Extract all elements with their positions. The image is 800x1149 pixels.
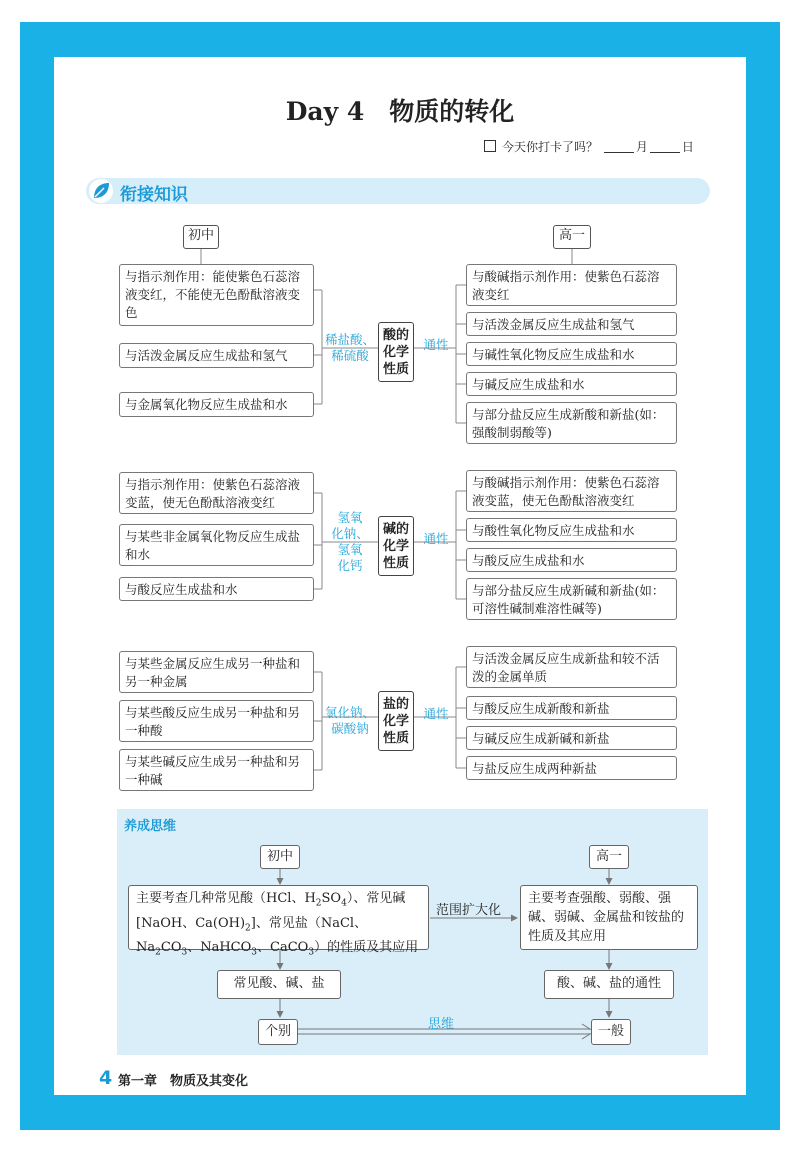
junior-focus-text: ）、常见碱[NaOH、Ca(OH) [136,891,406,931]
junior-focus-box [128,885,429,958]
salt-senior-item: 与盐反应生成两种新盐 [466,756,677,780]
salt-junior-item: 与某些金属反应生成另一种盐和另一种金属 [119,651,314,693]
individual-box: 个别 [258,1019,298,1045]
salt-senior-item: 与活泼金属反应生成新盐和较不活泼的金属单质 [466,646,677,688]
acid-example-line: 稀硫酸 [331,348,369,363]
subscript: 3 [308,947,315,958]
base-senior-item: 与酸碱指示剂作用：使紫色石蕊溶液变蓝，使无色酚酞溶液变红 [466,470,677,512]
base-example-line: 氢氧 [337,510,363,525]
salt-junior-item: 与某些酸反应生成另一种盐和另一种酸 [119,700,314,742]
thinking-arrow-label: 思维 [428,1017,455,1032]
base-junior-item: 与酸反应生成盐和水 [119,577,314,601]
acid-senior-item: 与碱反应生成盐和水 [466,372,677,396]
base-junior-item: 与指示剂作用：使紫色石蕊溶液变蓝，使无色酚酞溶液变红 [119,472,314,514]
base-link-label: 通性 [423,531,449,546]
base-example-line: 化钙 [337,558,363,573]
salt-node-line: 盐的 [382,697,409,712]
acid-example-line: 稀盐酸、 [324,332,375,347]
acid-node-line: 酸的 [382,328,409,343]
salt-link-label: 通性 [423,706,449,721]
subscript: 2 [315,898,322,909]
thinking-senior-label: 高一 [589,845,629,869]
junior-focus-text: 、NaHCO [187,940,252,956]
checkin-prompt: 今天你打卡了吗？ [502,140,599,154]
junior-focus-text: CO [160,940,182,956]
subscript: 3 [251,947,258,958]
base-node-line: 化学 [382,539,409,554]
senior-common-box: 酸、碱、盐的通性 [544,970,674,999]
acid-junior-item: 与活泼金属反应生成盐和氢气 [119,343,314,368]
senior-focus-box: 主要考查强酸、弱酸、强碱、弱碱、金属盐和铵盐的性质及其应用 [520,885,698,950]
salt-example-line: 氯化钠、 [324,705,375,720]
salt-example-line: 碳酸钠 [331,721,369,736]
salt-senior-item: 与酸反应生成新酸和新盐 [466,696,677,720]
junior-focus-text: ）的性质及其应用 [314,940,419,956]
salt-node-line: 化学 [382,714,409,729]
acid-node-line: 化学 [382,345,409,360]
general-box: 一般 [591,1019,631,1045]
subscript: 2 [155,947,161,958]
base-senior-item: 与部分盐反应生成新碱和新盐(如：可溶性碱制难溶性碱等) [466,578,677,620]
thinking-label: 养成思维 [124,819,177,834]
base-junior-item: 与某些非金属氧化物反应生成盐和水 [119,524,314,566]
subscript: 2 [245,923,251,934]
acid-senior-item: 与部分盐反应生成新酸和新盐(如：强酸制弱酸等) [466,402,677,444]
expand-label: 范围扩大化 [436,903,502,918]
salt-junior-item: 与某些碱反应生成另一种盐和另一种碱 [119,749,314,791]
salt-senior-item: 与碱反应生成新碱和新盐 [466,726,677,750]
acid-senior-item: 与酸碱指示剂作用：使紫色石蕊溶液变红 [466,264,677,306]
section-title: 衔接知识 [120,185,188,205]
junior-focus-text: ]、常见盐（NaCl、Na [136,915,368,956]
page-title: Day 4 物质的转化 [285,97,515,126]
acid-link-label: 通性 [423,337,449,352]
page-number: 4 [99,1067,113,1089]
junior-label: 初中 [183,225,219,249]
junior-focus-text: 、CaCO [257,940,309,956]
acid-senior-item: 与活泼金属反应生成盐和氢气 [466,312,677,336]
senior-label: 高一 [553,225,591,249]
base-senior-item: 与酸反应生成盐和水 [466,548,677,572]
thinking-junior-label: 初中 [260,845,300,869]
base-node-line: 性质 [382,556,409,571]
day-unit: 日 [681,140,694,154]
base-node-line: 碱的 [382,522,409,537]
acid-senior-item: 与碱性氧化物反应生成盐和水 [466,342,677,366]
junior-common-box: 常见酸、碱、盐 [217,970,341,999]
acid-junior-item: 与指示剂作用：能使紫色石蕊溶液变红，不能使无色酚酞溶液变色 [119,264,314,326]
base-example-line: 化钠、 [331,526,369,541]
subscript: 3 [181,947,188,958]
junior-focus-text: 主要考查几种常见酸（HCl、H [136,891,316,906]
month-unit: 月 [635,140,648,154]
acid-node-line: 性质 [382,362,409,377]
chapter-title: 第一章 物质及其变化 [118,1074,249,1089]
acid-junior-item: 与金属氧化物反应生成盐和水 [119,392,314,417]
junior-focus-text: SO [321,891,342,906]
base-example-line: 氢氧 [337,542,363,557]
salt-node-line: 性质 [382,731,409,746]
subscript: 4 [341,898,347,909]
base-senior-item: 与酸性氧化物反应生成盐和水 [466,518,677,542]
